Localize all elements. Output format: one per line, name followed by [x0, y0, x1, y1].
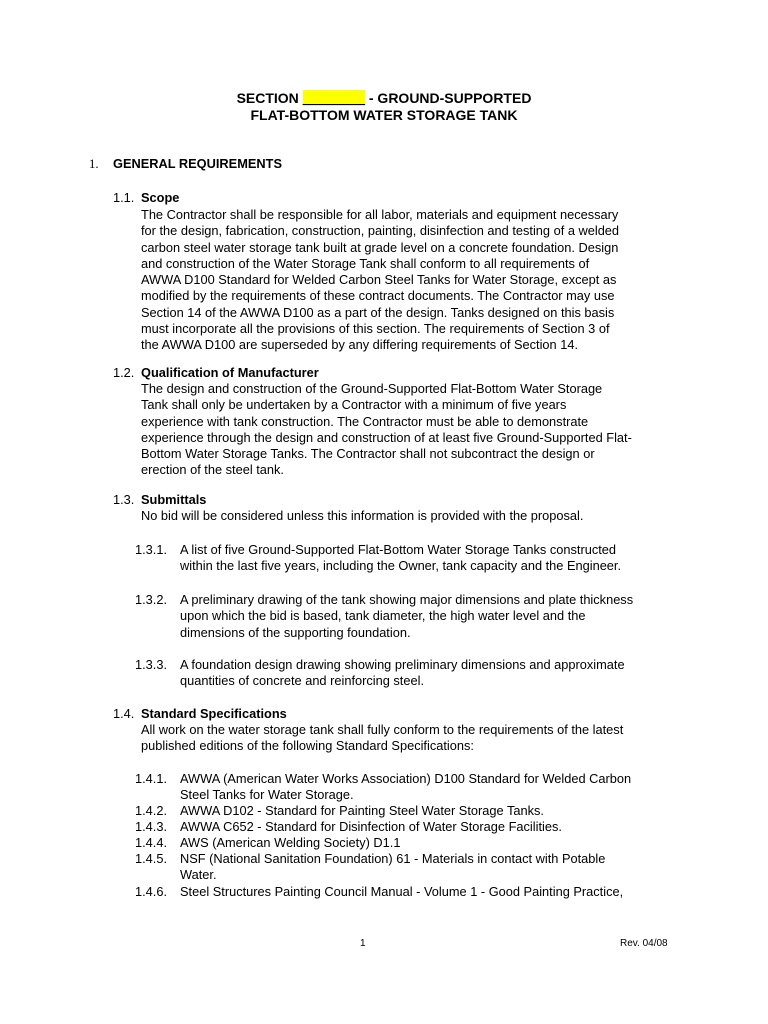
section-title-line1	[0, 90, 768, 106]
item-1-4-4-number: 1.4.4.	[135, 835, 168, 850]
item-1-4-6-text: Steel Structures Painting Council Manual - Volume 1 - Good Painting Practice,	[180, 884, 624, 899]
section-number-blank: ________	[302, 90, 365, 106]
item-1-4-1-number: 1.4.1.	[135, 771, 168, 786]
subsection-1-3-heading: Submittals	[141, 492, 207, 507]
item-1-3-2-text: A preliminary drawing of the tank showing major dimensions and plate thickness upon which the bid is based, tank diameter, the high water level and the dimensions of the supporting foundation.	[180, 592, 634, 640]
subsection-1-1-number: 1.1.	[113, 190, 135, 205]
item-1-4-2-number: 1.4.2.	[135, 803, 168, 818]
item-1-3-1-number: 1.3.1.	[135, 542, 168, 557]
item-1-4-6-number: 1.4.6.	[135, 884, 168, 899]
subsection-1-4-heading: Standard Specifications	[141, 706, 287, 721]
revision-label: Rev. 04/08	[620, 938, 668, 949]
item-1-4-3-number: 1.4.3.	[135, 819, 168, 834]
standard-specs-paragraph: All work on the water storage tank shall fully conform to the requirements of the latest published editions of the following Standard Specifications:	[141, 722, 624, 754]
item-1-4-5-number: 1.4.5.	[135, 851, 168, 866]
section-label: SECTION	[236, 90, 299, 106]
item-1-4-5-text: NSF (National Sanitation Foundation) 61 - Materials in contact with Potable Water.	[180, 851, 606, 883]
subsection-1-3-number: 1.3.	[113, 492, 135, 507]
item-1-3-3-text: A foundation design drawing showing preliminary dimensions and approximate quantities of concrete and reinforcing steel.	[180, 657, 625, 689]
item-1-4-1-text: AWWA (American Water Works Association) D100 Standard for Welded Carbon Steel Tanks for Water Storage.	[180, 771, 632, 803]
section-title-text: - GROUND-SUPPORTED	[364, 90, 532, 106]
item-1-3-1-text: A list of five Ground-Supported Flat-Bottom Water Storage Tanks constructed within the last five years, including the Owner, tank capacity and the Engineer.	[180, 542, 622, 574]
item-1-4-4-text: AWS (American Welding Society) D1.1	[180, 835, 401, 850]
subsection-1-2-number: 1.2.	[113, 365, 135, 380]
section-1-heading: GENERAL REQUIREMENTS	[113, 156, 282, 171]
section-1-number: 1.	[89, 157, 99, 171]
scope-paragraph: The Contractor shall be responsible for all labor, materials and equipment necessary for the design, fabrication, construction, painting, disinfection and testing of a welded carbon steel water storage tank built at grade level on a concrete foundation. Design and construction of the Water Storage Tank shall conform to all requirements of AWWA D100 Standard for Welded Carbon Steel Tanks for Water Storage, except as modified by the requirements of these contract documents. The Contractor may use Section 14 of the AWWA D100 as a part of the design. Tanks designed on this basis must incorporate all the provisions of this section. The requirements of Section 3 of the AWWA D100 are superseded by any differing requirements of Section 14.	[141, 207, 620, 353]
item-1-4-3-text: AWWA C652 - Standard for Disinfection of Water Storage Facilities.	[180, 819, 562, 834]
page-number: 1	[360, 938, 366, 949]
subsection-1-1-heading: Scope	[141, 190, 180, 205]
item-1-3-3-number: 1.3.3.	[135, 657, 168, 672]
section-title-line2: FLAT-BOTTOM WATER STORAGE TANK	[250, 107, 518, 123]
submittals-paragraph: No bid will be considered unless this information is provided with the proposal.	[141, 508, 584, 523]
qualification-paragraph: The design and construction of the Ground-Supported Flat-Bottom Water Storage Tank shall only be undertaken by a Contractor with a minimum of five years experience with tank construction. The Contractor must be able to demonstrate experience through the design and construction of at least five Ground-Supported Flat- Bottom Water Storage Tanks. The Contractor shall not subcontract the design or erection of the steel tank.	[141, 381, 632, 478]
subsection-1-4-number: 1.4.	[113, 706, 135, 721]
item-1-4-2-text: AWWA D102 - Standard for Painting Steel Water Storage Tanks.	[180, 803, 544, 818]
item-1-3-2-number: 1.3.2.	[135, 592, 168, 607]
subsection-1-2-heading: Qualification of Manufacturer	[141, 365, 319, 380]
